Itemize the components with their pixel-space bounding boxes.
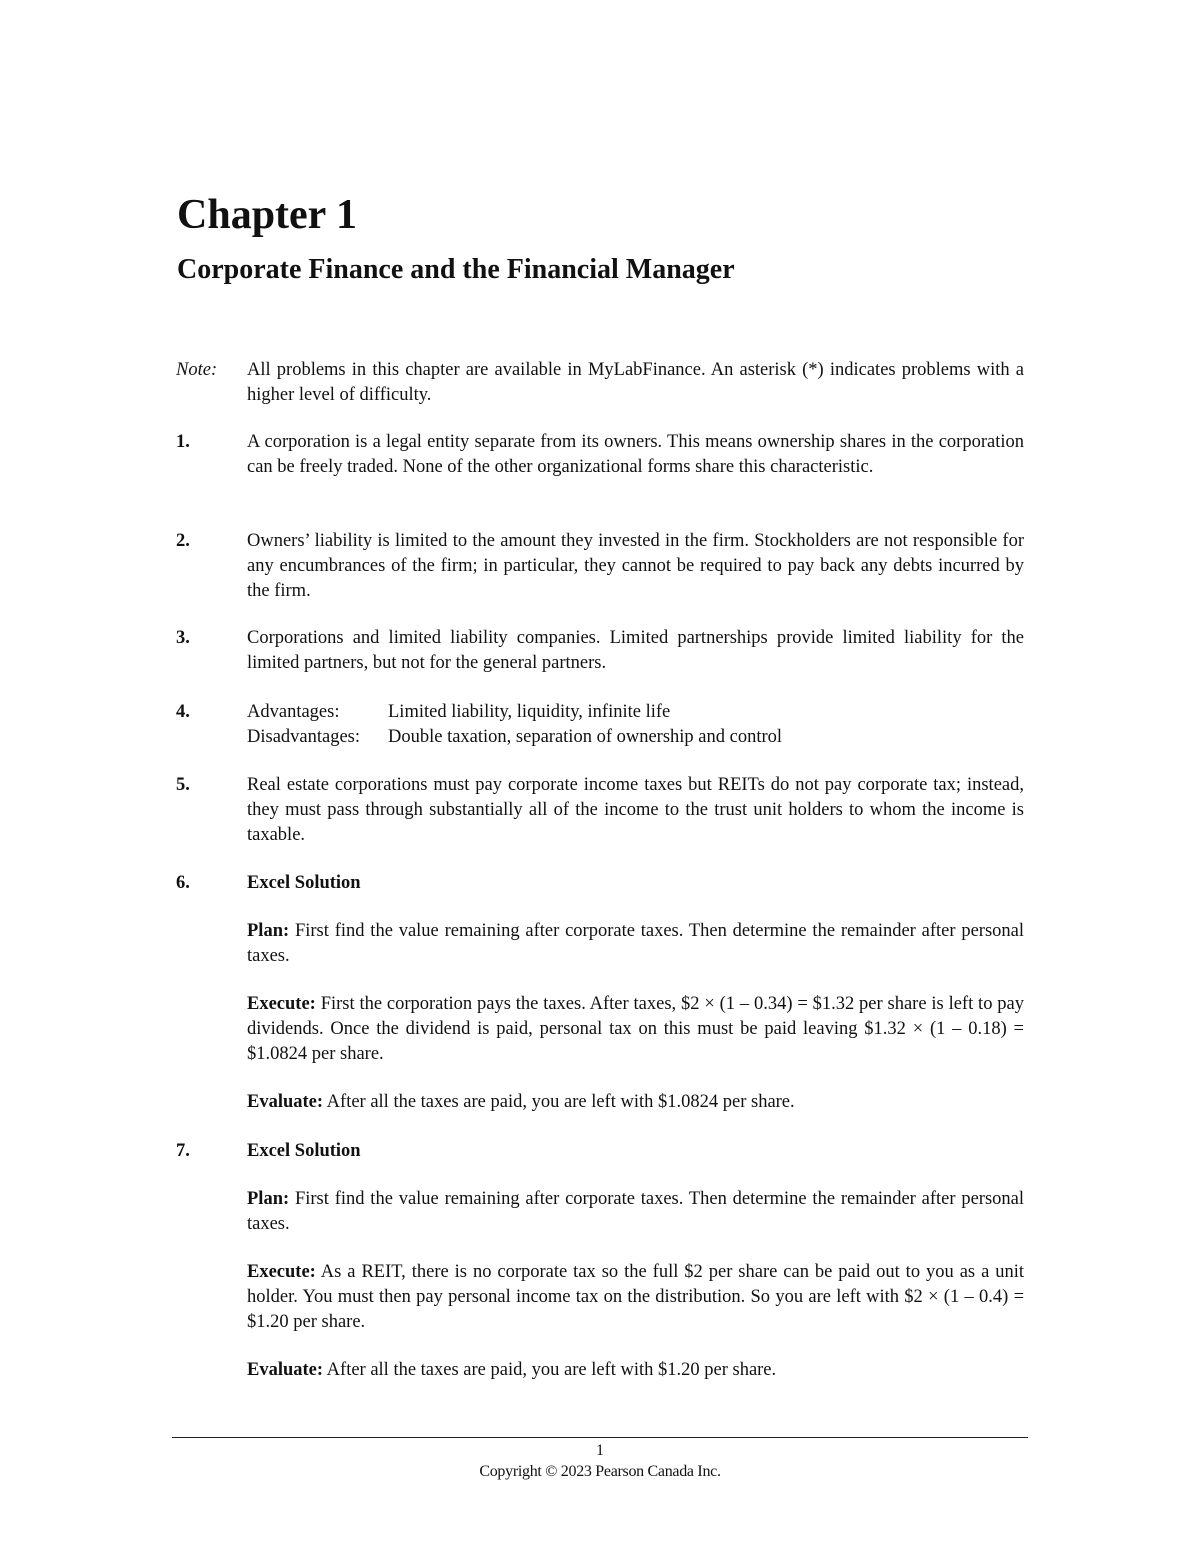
execute-text: As a REIT, there is no corporate tax so the full $2 per share can be paid out to you as a unit holder. You must then pay personal income tax on the distribution. So you are left with $2 × (1 – 0.4) = $1.20 per share. [247, 1262, 1024, 1332]
execute-paragraph [247, 992, 1024, 1067]
answer-number: 4. [176, 702, 190, 722]
excel-solution-heading: Excel Solution [247, 873, 361, 893]
chapter-subtitle: Corporate Finance and the Financial Manager [177, 254, 735, 285]
answer-text: Corporations and limited liability companies. Limited partnerships provide limited liability for the limited partners, but not for the general partners. [247, 628, 1024, 673]
note-text: All problems in this chapter are available in MyLabFinance. An asterisk (*) indicates problems with a higher level of difficulty. [247, 360, 1024, 405]
disadvantages-label: Disadvantages: [247, 727, 361, 747]
evaluate-label: Evaluate: [247, 1092, 324, 1112]
answer-number: 6. [176, 873, 190, 893]
execute-paragraph [247, 1260, 1024, 1335]
evaluate-paragraph [247, 1358, 1024, 1383]
answer-2 [176, 529, 1026, 604]
excel-solution-heading: Excel Solution [247, 1141, 361, 1161]
evaluate-text: After all the taxes are paid, you are left with $1.20 per share. [326, 1360, 777, 1380]
evaluate-paragraph [247, 1090, 1024, 1115]
answer-4 [176, 700, 1026, 750]
answer-6 [176, 871, 1026, 1115]
copyright-notice: Copyright © 2023 Pearson Canada Inc. [479, 1463, 721, 1480]
answer-7 [176, 1139, 1026, 1383]
answer-number: 5. [176, 775, 190, 795]
answer-number: 2. [176, 531, 190, 551]
plan-text: First find the value remaining after corporate taxes. Then determine the remainder after personal taxes. [247, 1189, 1025, 1234]
execute-label: Execute: [247, 1262, 316, 1282]
plan-label: Plan: [247, 921, 290, 941]
plan-paragraph [247, 919, 1024, 969]
advantages-label: Advantages: [247, 702, 340, 722]
answer-3 [176, 626, 1026, 676]
execute-text: First the corporation pays the taxes. After taxes, $2 × (1 – 0.34) = $1.32 per share is left to pay dividends. Once the dividend is paid, personal tax on this must be paid leaving $1.32 × (1 – 0.18) = $1.0824 per share. [247, 994, 1024, 1064]
note-block [176, 358, 1026, 408]
evaluate-text: After all the taxes are paid, you are left with $1.0824 per share. [326, 1092, 795, 1112]
advantages-row [247, 700, 1024, 725]
disadvantages-row [247, 725, 1024, 750]
answer-5 [176, 773, 1026, 848]
plan-label: Plan: [247, 1189, 290, 1209]
answer-number: 3. [176, 628, 190, 648]
note-label: Note: [176, 360, 218, 380]
answer-number: 7. [176, 1141, 190, 1161]
answer-text: A corporation is a legal entity separate from its owners. This means ownership shares in the corporation can be freely traded. None of the other organizational forms share this characteristic. [247, 432, 1024, 477]
page-number: 1 [596, 1442, 604, 1459]
answer-text: Real estate corporations must pay corporate income taxes but REITs do not pay corporate tax; instead, they must pass through substantially all of the income to the trust unit holders to whom the income is taxable. [247, 775, 1024, 845]
footer-divider [172, 1437, 1028, 1438]
advantages-value: Limited liability, liquidity, infinite life [388, 702, 671, 722]
answer-number: 1. [176, 432, 190, 452]
disadvantages-value: Double taxation, separation of ownership and control [388, 727, 783, 747]
evaluate-label: Evaluate: [247, 1360, 324, 1380]
plan-paragraph [247, 1187, 1024, 1237]
chapter-title: Chapter 1 [177, 192, 358, 238]
plan-text: First find the value remaining after corporate taxes. Then determine the remainder after personal taxes. [247, 921, 1025, 966]
execute-label: Execute: [247, 994, 316, 1014]
answer-text: Owners’ liability is limited to the amount they invested in the firm. Stockholders are not responsible for any encumbrances of the firm; in particular, they cannot be required to pay back any debts incurred by the firm. [247, 531, 1024, 601]
answer-1 [176, 430, 1026, 480]
